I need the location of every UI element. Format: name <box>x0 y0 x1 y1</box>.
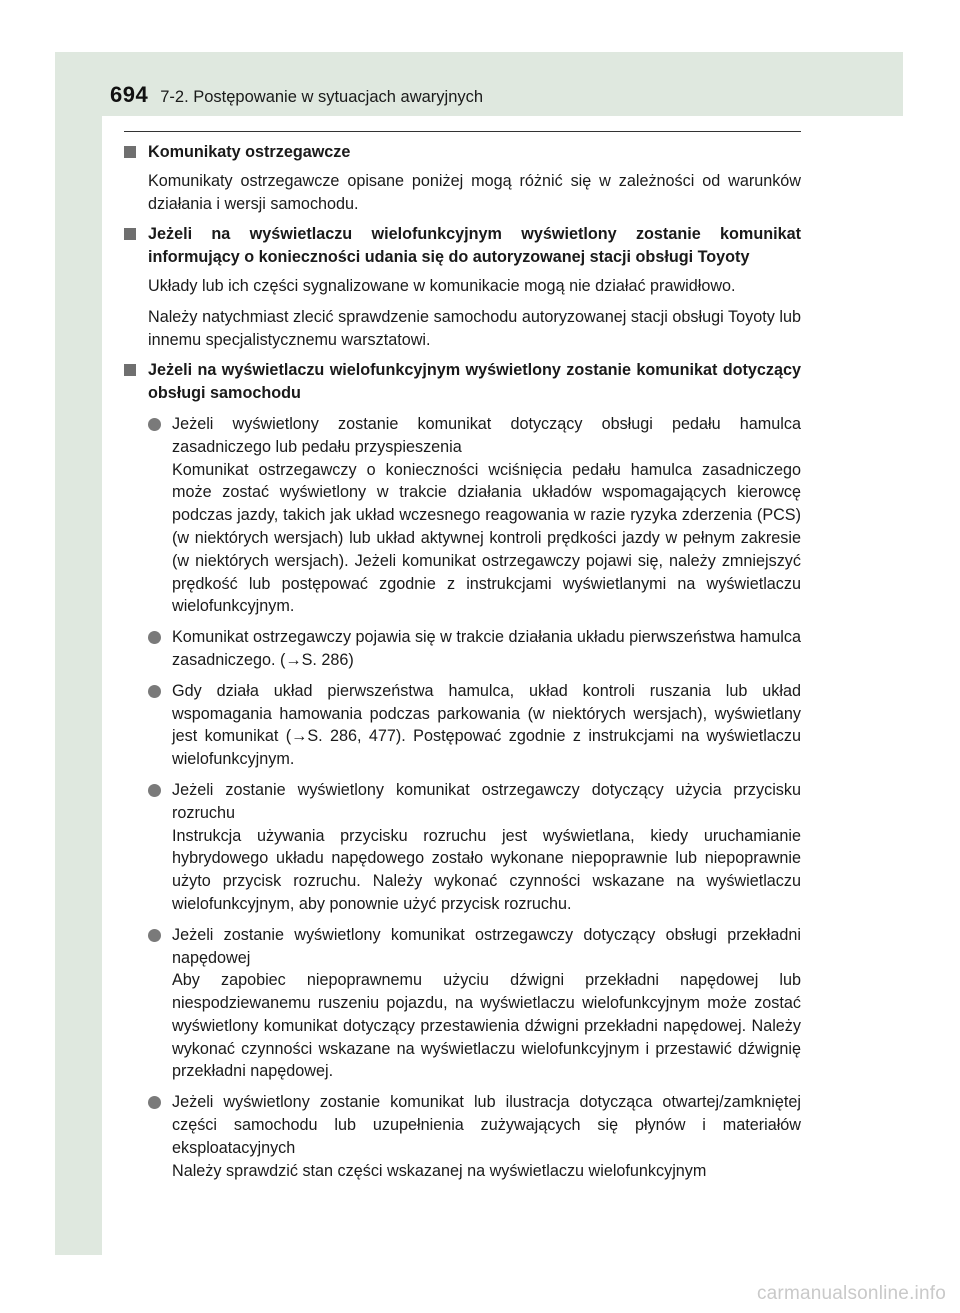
square-bullet-icon <box>124 228 136 240</box>
bullet-body: Gdy działa układ pierwszeństwa hamulca, układ kontroli ruszania lub układ wspomagania hamowania podczas parkowania (w niektórych wersjach), wyświetlany jest komunikat (→S. 286, 477). Postępować zgodnie z instrukcjami na wyświetlaczu wielofunkcyjnym. <box>172 681 801 769</box>
section-heading <box>124 223 801 269</box>
page-content <box>124 141 801 1190</box>
chapter-title: 7-2. Postępowanie w sytuacjach awaryjnych <box>160 88 484 106</box>
bullet-body: Instrukcja używania przycisku rozruchu jest wyświetlana, kiedy uruchamianie hybrydowego układu napędowego zostało wykonane niepoprawnie lub niepoprawnie użyto przycisk rozruchu. Należy wykonać czynności wskazane na wyświetlaczu wielofunkcyjnym, aby ponownie użyć przycisk rozruchu. <box>172 826 801 913</box>
paragraph: Należy natychmiast zlecić sprawdzenie samochodu autoryzowanej stacji obsługi Toyoty lub innemu specjalistycznemu warsztatowi. <box>148 307 801 349</box>
list-item <box>124 680 801 771</box>
bullet-body: Należy sprawdzić stan części wskazanej na wyświetlaczu wielofunkcyjnym <box>172 1161 707 1180</box>
header-divider <box>124 131 801 132</box>
side-tab-bar <box>55 52 102 1255</box>
list-item <box>124 626 801 672</box>
round-bullet-icon <box>148 418 161 431</box>
round-bullet-icon <box>148 929 161 942</box>
round-bullet-icon <box>148 685 161 698</box>
bullet-title: Jeżeli zostanie wyświetlony komunikat ostrzegawczy dotyczący obsługi przekładni napędowej <box>172 925 801 967</box>
round-bullet-icon <box>148 631 161 644</box>
round-bullet-icon <box>148 784 161 797</box>
heading-text: Komunikaty ostrzegawcze <box>148 143 351 161</box>
round-bullet-icon <box>148 1096 161 1109</box>
bullet-title: Jeżeli zostanie wyświetlony komunikat ostrzegawczy dotyczący użycia przycisku rozruchu <box>172 780 801 822</box>
bullet-body: Komunikat ostrzegawczy o konieczności wciśnięcia pedału hamulca zasadniczego może zostać wyświetlony w trakcie działania układów wspomagających kierowcę podczas jazdy, takich jak układ wczesnego reagowania w razie ryzyka zderzenia (PCS) (w niektórych wersjach) lub układ aktywnej kontroli prędkości jazdy w pełnym zakresie (w niektórych wersjach). Jeżeli komunikat ostrzegawczy pojawi się, należy zmniejszyć prędkość lub postępować zgodnie z instrukcjami wyświetlanymi na wyświetlaczu wielofunkcyjnym. <box>172 460 801 616</box>
paragraph: Układy lub ich części sygnalizowane w komunikacie mogą nie działać prawidłowo. <box>148 276 736 295</box>
page-header <box>110 82 483 112</box>
section-service-station-message <box>124 223 801 351</box>
section-operation-message <box>124 359 801 1182</box>
watermark-text: carmanualsonline.info <box>756 1283 946 1304</box>
list-item <box>124 924 801 1084</box>
section-heading <box>124 359 801 405</box>
list-item <box>124 1091 801 1182</box>
list-item <box>124 779 801 916</box>
bullet-body: Aby zapobiec niepoprawnemu użyciu dźwigni przekładni napędowej lub niespodziewanemu ruszeniu pojazdu, na wyświetlaczu wielofunkcyjnym może zostać wyświetlony komunikat dotyczący przestawienia dźwigni przekładni napędowej. Należy wykonać czynności wskazane na wyświetlaczu wielofunkcyjnym i przestawić dźwignię przekładni napędowej. <box>172 971 801 1081</box>
paragraph: Komunikaty ostrzegawcze opisane poniżej mogą różnić się w zależności od warunków działania i wersji samochodu. <box>148 171 801 213</box>
square-bullet-icon <box>124 364 136 376</box>
section-heading <box>124 141 801 164</box>
section-warning-messages <box>124 141 801 215</box>
heading-text: Jeżeli na wyświetlaczu wielofunkcyjnym wyświetlony zostanie komunikat informujący o konieczności udania się do autoryzowanej stacji obsługi Toyoty <box>148 225 801 267</box>
bullet-title: Jeżeli wyświetlony zostanie komunikat lub ilustracja dotycząca otwartej/zamkniętej części samochodu lub uzupełnienia zużywających się płynów i materiałów eksploatacyjnych <box>172 1093 801 1157</box>
bullet-body: Komunikat ostrzegawczy pojawia się w trakcie działania układu pierwszeństwa hamulca zasadniczego. (→S. 286) <box>172 628 801 669</box>
list-item <box>124 413 801 618</box>
square-bullet-icon <box>124 146 136 158</box>
page-number: 694 <box>110 82 149 107</box>
bullet-title: Jeżeli wyświetlony zostanie komunikat dotyczący obsługi pedału hamulca zasadniczego lub pedału przyspieszenia <box>172 414 801 456</box>
heading-text: Jeżeli na wyświetlaczu wielofunkcyjnym wyświetlony zostanie komunikat dotyczący obsługi samochodu <box>148 361 801 403</box>
